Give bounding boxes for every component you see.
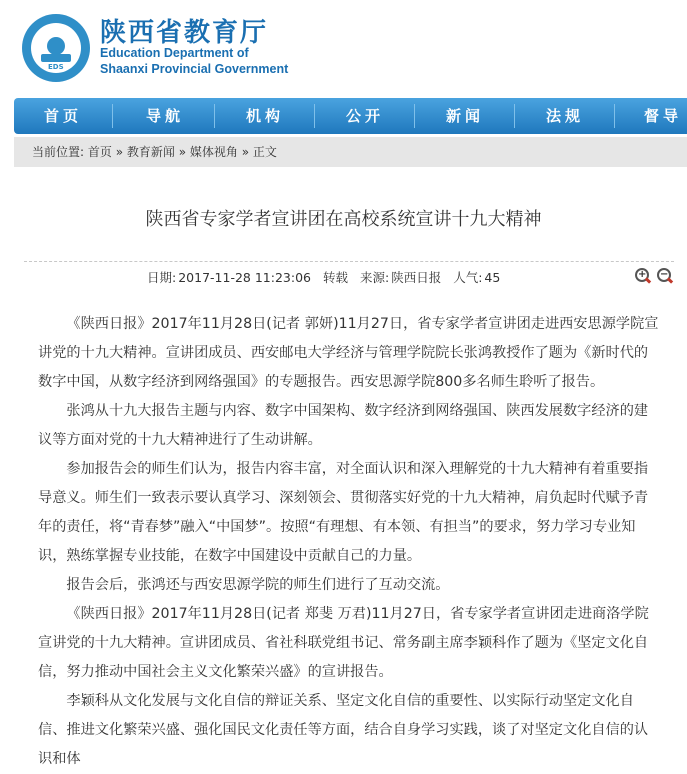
main-nav [14, 98, 687, 134]
breadcrumb-separator: » [115, 145, 124, 159]
article-paragraph: 参加报告会的师生们认为，报告内容丰富，对全面认识和深入理解党的十九大精神有着重要指导意义。师生们一致表示要认真学习、深刻领会、贯彻落实好党的十九大精神，肩负起时代赋予青年的责任，将“青春梦”融入“中国梦”。按照“有理想、有本领、有担当”的要求，努力学习专业知识，熟练掌握专业技能，在数字中国建设中贡献自己的力量。 [38, 461, 649, 564]
article-meta [147, 268, 502, 286]
article-paragraph: 李颖科从文化发展与文化自信的辩证关系、坚定文化自信的重要性、以实际行动坚定文化自信、推进文化繁荣兴盛、强化国民文化责任等方面，结合自身学习实践，谈了对坚定文化自信的认识和体 [38, 693, 649, 767]
breadcrumb [14, 137, 687, 167]
nav-item-organization[interactable]: 机构 [245, 107, 284, 125]
nav-item-public[interactable]: 公开 [345, 107, 384, 125]
nav-item-regulations[interactable]: 法规 [545, 107, 584, 125]
views-label: 人气: [453, 270, 483, 285]
site-subtitle-en-line1: Education Department of [100, 46, 249, 60]
site-subtitle-en-line2: Shaanxi Provincial Government [100, 62, 289, 76]
article-paragraph: 《陕西日报》2017年11月28日(记者 郑斐 万君)11月27日，省专家学者宣讲团走进商洛学院宣讲党的十九大精神。宣讲团成员、省社科联党组书记、常务副主席李颖科作了题为《坚定文化自信，努力推动中国社会主义文化繁荣兴盛》的宣讲报告。 [38, 606, 649, 680]
article-paragraph: 《陕西日报》2017年11月28日(记者 郭妍)11月27日，省专家学者宣讲团走进西安思源学院宣讲党的十九大精神。宣讲团成员、西安邮电大学经济与管理学院院长张鸿教授作了题为《新时代的数字中国，从数字经济到网络强国》的专题报告。西安思源学院800多名师生聆听了报告。 [38, 316, 659, 390]
breadcrumb-separator: » [178, 145, 187, 159]
nav-item-home[interactable]: 首页 [43, 107, 82, 125]
nav-item-supervision[interactable]: 督导 [644, 107, 683, 125]
title-divider [24, 261, 674, 262]
breadcrumb-prefix: 当前位置: [32, 145, 85, 159]
article-paragraph: 报告会后，张鸿还与西安思源学院的师生们进行了互动交流。 [66, 577, 450, 593]
source-label: 来源: [359, 270, 390, 285]
breadcrumb-link-home[interactable]: 首页 [87, 145, 112, 159]
article-title: 陕西省专家学者宣讲团在高校系统宣讲十九大精神 [145, 209, 542, 230]
article-body [38, 310, 660, 774]
source-value: 陕西日报 [391, 270, 442, 285]
date-label: 日期: [147, 270, 177, 285]
zoom-in-icon[interactable]: + [635, 268, 651, 284]
site-title: 陕西省教育厅 [100, 18, 269, 48]
breadcrumb-current: 正文 [252, 145, 277, 159]
logo-eds-text: EDS [48, 63, 64, 71]
views-count: 45 [484, 270, 501, 285]
nav-item-news[interactable]: 新闻 [445, 107, 484, 125]
breadcrumb-link-media-view[interactable]: 媒体视角 [189, 145, 238, 159]
site-header [0, 0, 687, 95]
zoom-out-icon[interactable]: − [657, 268, 673, 284]
publish-date: 2017-11-28 11:23:06 [178, 270, 311, 285]
breadcrumb-separator: » [241, 145, 250, 159]
nav-item-guide[interactable]: 导航 [145, 107, 184, 125]
repost-label: 转载 [322, 270, 348, 285]
article-paragraph: 张鸿从十九大报告主题与内容、数字中国架构、数字经济到网络强国、陕西发展数字经济的建议等方面对党的十九大精神进行了生动讲解。 [38, 403, 649, 448]
breadcrumb-link-education-news[interactable]: 教育新闻 [126, 145, 175, 159]
education-department-logo[interactable] [22, 14, 90, 82]
